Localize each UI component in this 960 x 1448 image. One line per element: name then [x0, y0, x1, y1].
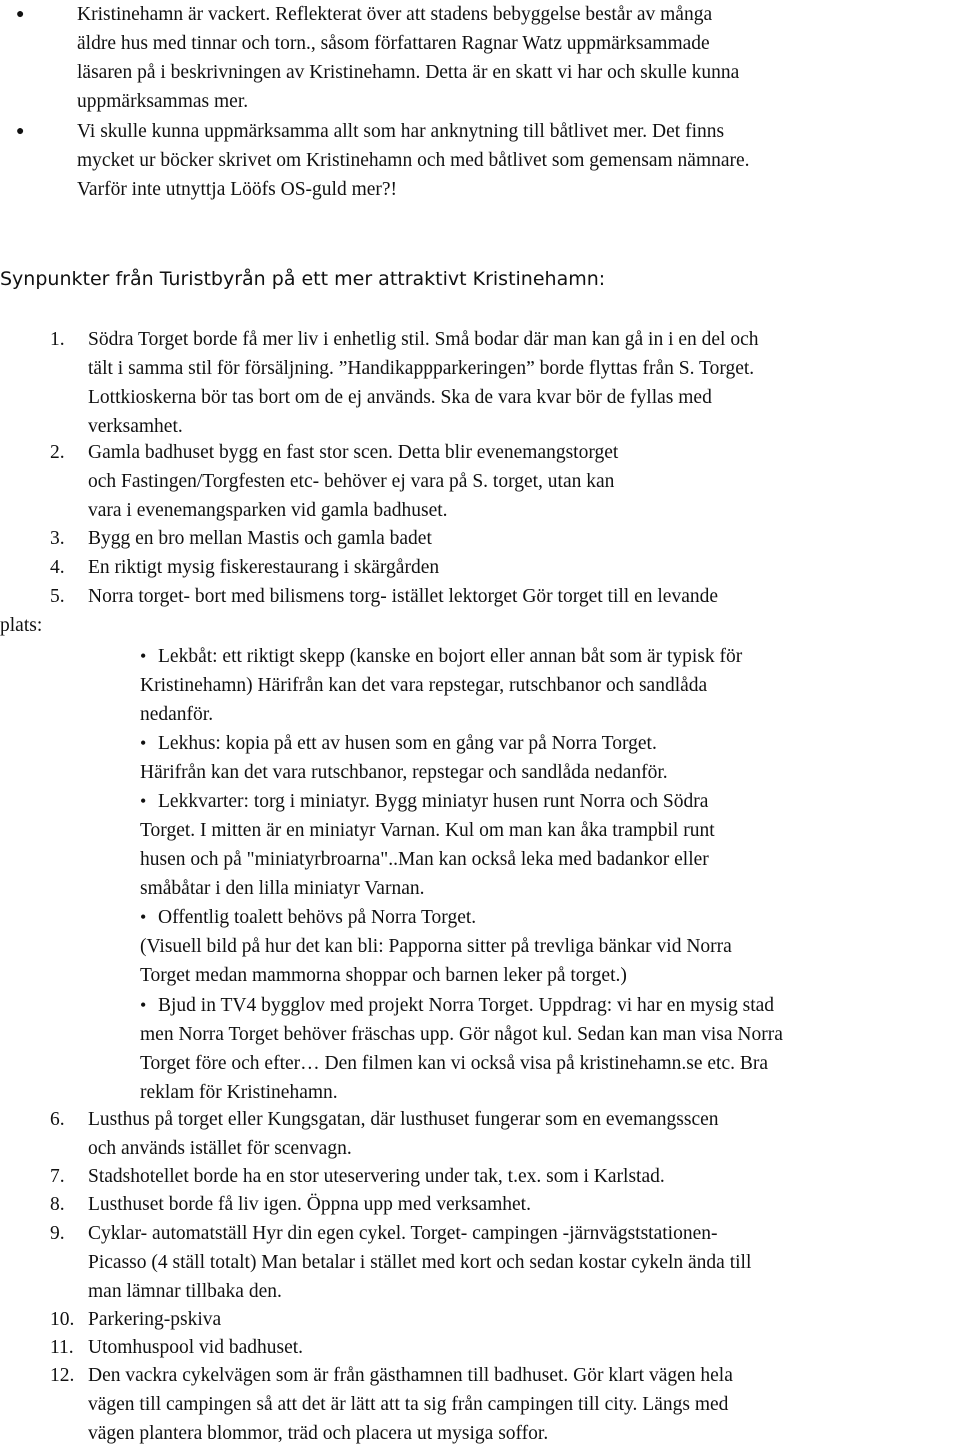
item-number: 8.	[50, 1194, 65, 1215]
text-line: äldre hus med tinnar och torn., såsom författaren Ragnar Watz uppmärksammade	[77, 33, 710, 54]
text-line: småbåtar i den lilla miniatyr Varnan.	[140, 878, 425, 899]
item-number: 10.	[50, 1309, 75, 1330]
item-number: 11.	[50, 1337, 74, 1358]
text-line: Gamla badhuset bygg en fast stor scen. Detta blir evenemangstorget	[88, 442, 619, 463]
item-number: 2.	[50, 442, 65, 463]
sub-bullet	[0, 642, 960, 729]
intro-bullet	[0, 0, 960, 116]
text-line: nedanför.	[140, 704, 214, 725]
sub-bullet	[0, 991, 960, 1107]
list-item	[0, 524, 960, 553]
bullet-icon: •	[140, 646, 147, 666]
text-line: vägen plantera blommor, träd och placera ut mysiga soffor.	[88, 1423, 549, 1444]
text-line: vägen till campingen så att det är lätt att ta sig från campingen till city. Längs med	[88, 1394, 729, 1415]
list-item	[0, 1162, 960, 1191]
bullet-icon: ●	[16, 7, 25, 22]
list-item	[0, 1305, 960, 1334]
bullet-icon: ●	[16, 124, 25, 139]
text-line: Varför inte utnyttja Lööfs OS-guld mer?!	[77, 179, 398, 200]
bullet-icon: •	[140, 791, 147, 811]
text-line: man lämnar tillbaka den.	[88, 1281, 282, 1302]
text-line: Lusthuset borde få liv igen. Öppna upp med verksamhet.	[88, 1194, 531, 1215]
item-number: 4.	[50, 557, 65, 578]
item-number: 1.	[50, 329, 65, 350]
text-line: Den vackra cykelvägen som är från gästhamnen till badhuset. Gör klart vägen hela	[88, 1365, 733, 1386]
text-line: Lusthus på torget eller Kungsgatan, där lusthuset fungerar som en evemangsscen	[88, 1109, 719, 1130]
text-line: Parkering-pskiva	[88, 1309, 222, 1330]
list-item	[0, 438, 960, 525]
text-line: (Visuell bild på hur det kan bli: Papporna sitter på trevliga bänkar vid Norra	[140, 936, 732, 957]
intro-bullet	[0, 117, 960, 204]
text-line: En riktigt mysig fiskerestaurang i skärgården	[88, 557, 440, 578]
text-line: Cyklar- automatställ Hyr din egen cykel. Torget- campingen -järnvägststationen-	[88, 1223, 718, 1244]
text-line: tält i samma stil för försäljning. ”Handikappparkeringen” borde flyttas från S. Torget.	[88, 358, 755, 379]
list-item	[0, 1105, 960, 1163]
text-line: reklam för Kristinehamn.	[140, 1082, 338, 1103]
text-line: Stadshotellet borde ha en stor uteservering under tak, t.ex. som i Karlstad.	[88, 1166, 665, 1187]
text-line: Södra Torget borde få mer liv i enhetlig stil. Små bodar där man kan gå in i en del och	[88, 329, 759, 350]
text-line: vara i evenemangsparken vid gamla badhuset.	[88, 500, 448, 521]
bullet-icon: •	[140, 995, 147, 1015]
text-line: och används istället för scenvagn.	[88, 1138, 352, 1159]
item-number: 6.	[50, 1109, 65, 1130]
item-number: 5.	[50, 586, 65, 607]
text-line: men Norra Torget behöver fräschas upp. Gör något kul. Sedan kan man visa Norra	[140, 1024, 783, 1045]
text-line: läsaren på i beskrivningen av Kristinehamn. Detta är en skatt vi har och skulle kunna	[77, 62, 740, 83]
text-line: Lottkioskerna bör tas bort om de ej används. Ska de vara kvar bör de fyllas med	[88, 387, 712, 408]
text-line: uppmärksammas mer.	[77, 91, 249, 112]
sub-bullet	[0, 729, 960, 787]
item-number: 3.	[50, 528, 65, 549]
text-line: Lekkvarter: torg i miniatyr. Bygg miniatyr husen runt Norra och Södra	[158, 791, 709, 812]
list-item	[0, 582, 960, 640]
text-line: Bjud in TV4 bygglov med projekt Norra Torget. Uppdrag: vi har en mysig stad	[158, 995, 775, 1016]
text-line: Kristinehamn är vackert. Reflekterat över att stadens bebyggelse består av många	[77, 4, 713, 25]
item-number: 12.	[50, 1365, 75, 1386]
text-line: Härifrån kan det vara rutschbanor, repstegar och sandlåda nedanför.	[140, 762, 668, 783]
text-line: Vi skulle kunna uppmärksamma allt som har anknytning till båtlivet mer. Det finns	[77, 121, 725, 142]
section-heading: Synpunkter från Turistbyrån på ett mer attraktivt Kristinehamn:	[0, 268, 606, 290]
text-line: Bygg en bro mellan Mastis och gamla badet	[88, 528, 432, 549]
text-line: Offentlig toalett behövs på Norra Torget.	[158, 907, 477, 928]
list-item	[0, 1219, 960, 1306]
bullet-icon: •	[140, 907, 147, 927]
text-line: Torget medan mammorna shoppar och barnen leker på torget.)	[140, 965, 627, 986]
item-number: 9.	[50, 1223, 65, 1244]
text-line: Picasso (4 ställ totalt) Man betalar i stället med kort och sedan kostar cykeln ända till	[88, 1252, 752, 1273]
text-line: Torget. I mitten är en miniatyr Varnan. Kul om man kan åka trampbil runt	[140, 820, 715, 841]
bullet-icon: •	[140, 733, 147, 753]
text-line: Torget före och efter… Den filmen kan vi också visa på kristinehamn.se etc. Bra	[140, 1053, 769, 1074]
list-item	[0, 553, 960, 582]
text-line: mycket ur böcker skrivet om Kristinehamn och med båtlivet som gemensam nämnare.	[77, 150, 750, 171]
text-line: Utomhuspool vid badhuset.	[88, 1337, 304, 1358]
text-line: husen och på "miniatyrbroarna"..Man kan också leka med badankor eller	[140, 849, 709, 870]
list-item	[0, 1333, 960, 1362]
sub-bullet	[0, 903, 960, 990]
text-line: och Fastingen/Torgfesten etc- behöver ej vara på S. torget, utan kan	[88, 471, 615, 492]
text-line: Lekbåt: ett riktigt skepp (kanske en bojort eller annan båt som är typisk för	[158, 646, 743, 667]
text-line: verksamhet.	[88, 416, 183, 437]
sub-bullet	[0, 787, 960, 903]
list-item	[0, 1190, 960, 1219]
text-line: Lekhus: kopia på ett av husen som en gång var på Norra Torget.	[158, 733, 657, 754]
list-item	[0, 325, 960, 441]
text-line: plats:	[0, 615, 43, 636]
list-item	[0, 1361, 960, 1448]
text-line: Kristinehamn) Härifrån kan det vara repstegar, rutschbanor och sandlåda	[140, 675, 708, 696]
text-line: Norra torget- bort med bilismens torg- istället lektorget Gör torget till en levande	[88, 586, 718, 607]
item-number: 7.	[50, 1166, 65, 1187]
